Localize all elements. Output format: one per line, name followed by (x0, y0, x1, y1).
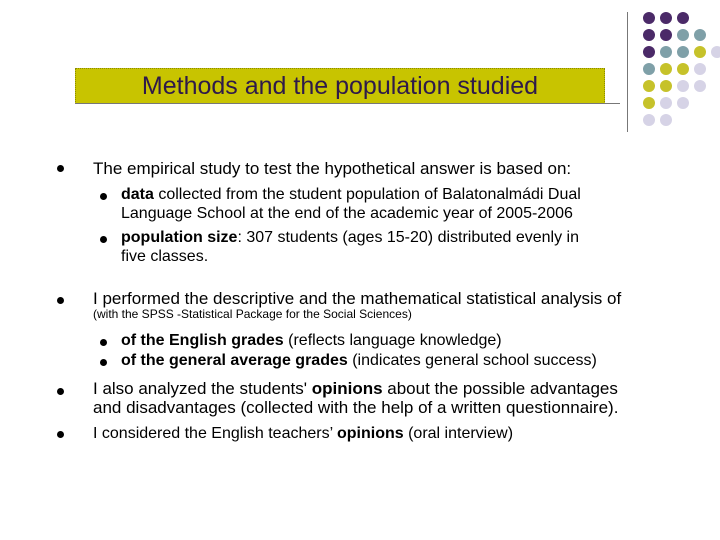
bullet-dot (57, 297, 64, 304)
dot-row-7 (643, 114, 672, 126)
dot-row-2 (643, 29, 706, 41)
bullet-2-text: I performed the descriptive and the mathematical statistical analysis of (93, 289, 622, 308)
dot-row-1 (643, 12, 689, 24)
title-underline (75, 103, 620, 104)
bullet-4-text: I considered the English teachers’ opinions (oral interview) (93, 425, 514, 442)
dot-row-6 (643, 97, 689, 109)
slide-title: Methods and the population studied (141, 72, 539, 100)
bullet-dot (57, 388, 64, 395)
bullet-2-sub-1: of the English grades (reflects language knowledge) (121, 332, 502, 349)
sub-bullet-dot (100, 193, 107, 200)
vertical-divider (627, 12, 628, 132)
bullet-dot (57, 431, 64, 438)
sub-bullet-dot (100, 359, 107, 366)
bullet-1-sub-1: data collected from the student population of Balatonalmádi Dual Language School at the end of the academic year of 2005-2006 (121, 186, 581, 222)
bullet-3-text: I also analyzed the students' opinions about the possible advantages and disadvantages (collected with the help of a written questionnaire). (93, 379, 619, 417)
sub-bullet-dot (100, 236, 107, 243)
sub-bullet-dot (100, 339, 107, 346)
dot-row-4 (643, 63, 706, 75)
bullet-1-sub-2: population size: 307 students (ages 15-20) distributed evenly in five classes. (121, 229, 579, 265)
bullet-2-sub-2: of the general average grades (indicates general school success) (121, 352, 597, 369)
bullet-dot (57, 165, 64, 172)
dot-row-3 (643, 46, 720, 58)
bullet-1-text: The empirical study to test the hypothetical answer is based on: (93, 159, 572, 178)
dot-row-5 (643, 80, 706, 92)
bullet-2-note: (with the SPSS -Statistical Package for the Social Sciences) (93, 307, 412, 321)
